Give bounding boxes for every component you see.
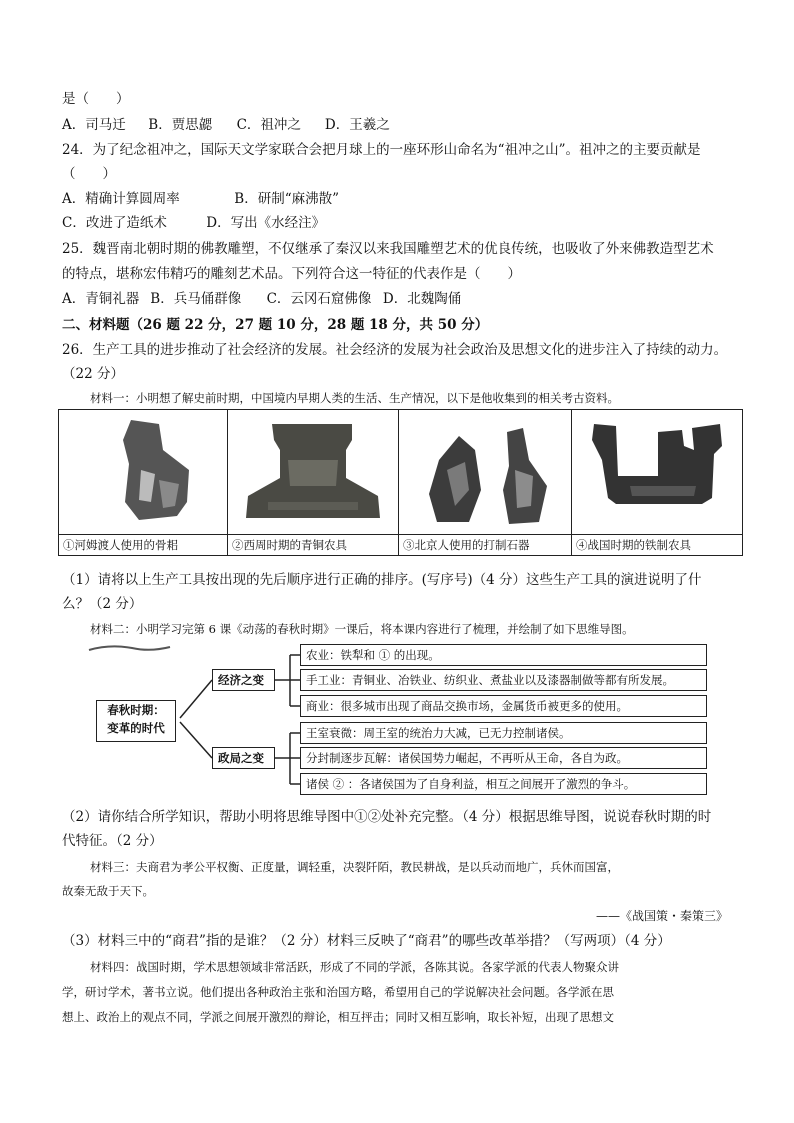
material-2: 材料二：小明学习完第 6 课《动荡的春秋时期》一课后，将本课内容进行了梳理，并绘制了如下思维导图。	[90, 622, 634, 636]
material-3-a: 材料三：夫商君为孝公平权衡、正度量，调轻重，决裂阡陌，教民耕战，是以兵动而地广，兵休而国富，	[90, 860, 619, 874]
q26-stem-a: 26．生产工具的进步推动了社会经济的发展。社会经济的发展为社会政治及思想文化的进步注入了持续的动力。	[62, 342, 728, 358]
option-c: C．祖冲之	[236, 117, 301, 133]
q25-stem-b: 的特点，堪称宏伟精巧的雕刻艺术品。下列符合这一特征的代表作是（ ）	[62, 266, 521, 282]
option-a: A．精确计算圆周率	[62, 191, 180, 207]
q24-stem: 24．为了纪念祖冲之，国际天文学家联合会把月球上的一座环形山命名为“祖冲之山”。祖冲之的主要贡献是	[62, 142, 701, 158]
material-3-source: ——《战国策・秦策三》	[595, 909, 728, 923]
option-d: D．王羲之	[324, 117, 390, 133]
material-1: 材料一：小明想了解史前时期，中国境内早期人类的生活、生产情况，以下是他收集到的相关考古资料。	[90, 391, 619, 405]
mindmap-root	[96, 700, 176, 742]
mindmap-root-line1: 春秋时期：	[107, 703, 165, 717]
mindmap-item-handicraft: 手工业：青铜业、冶铁业、纺织业、煮盐业以及漆器制做等都有所发展。	[300, 669, 707, 691]
mindmap-item-hegemony: 诸侯 ② ：各诸侯国为了自身利益，相互之间展开了激烈的争斗。	[300, 773, 707, 795]
option-a: A．青铜礼器	[62, 291, 140, 307]
q26-stem-b: （22 分）	[62, 366, 124, 382]
q26-3: （3）材料三中的“商君”指的是谁？（2 分）材料三反映了“商君”的哪些改革举措？（写两项）（4 分）	[62, 933, 671, 949]
mindmap-item-commerce: 商业：很多城市出现了商品交换市场，金属货币被更多的使用。	[300, 695, 707, 717]
caption-4: ④战国时期的铁制农具	[572, 534, 742, 555]
option-b: B．贾思勰	[148, 117, 213, 133]
option-a: A．司马迁	[62, 117, 126, 133]
q26-1-b: 么？（2 分）	[62, 596, 143, 612]
option-c: C．云冈石窟佛像	[266, 291, 372, 307]
caption-2: ②西周时期的青铜农具	[228, 534, 398, 555]
material-3-b: 故秦无敌于天下。	[62, 884, 154, 898]
option-b: B．研制“麻沸散”	[234, 191, 340, 207]
mindmap-politics-node: 政局之变	[212, 747, 275, 769]
mindmap-item-enfeoffment: 分封制逐步瓦解：诸侯国势力崛起，不再听从王命，各自为政。	[300, 747, 707, 769]
material-4-c: 想上、政治上的观点不同，学派之间展开激烈的辩论，相互抨击；同时又相互影响，取长补短，出现了思想文	[62, 1010, 614, 1024]
material-4-a: 材料四：战国时期，学术思想领域非常活跃，形成了不同的学派，各陈其说。各家学派的代表人物聚众讲	[90, 960, 619, 974]
option-b: B．兵马俑群像	[150, 291, 242, 307]
section-heading: 二、材料题（26 题 22 分，27 题 10 分，28 题 18 分，共 50 分）	[62, 317, 489, 333]
option-d: D．北魏陶俑	[382, 291, 462, 307]
mindmap-item-agriculture: 农业：铁犁和 ① 的出现。	[300, 644, 707, 666]
mindmap-item-royal-decline: 王室衰微：周王室的统治力大减，已无力控制诸侯。	[300, 722, 707, 744]
q25-stem-a: 25．魏晋南北朝时期的佛教雕塑，不仅继承了秦汉以来我国雕塑艺术的优良传统，也吸收了外来佛教造型艺术	[62, 241, 714, 257]
option-c: C．改进了造纸术	[62, 215, 167, 231]
q26-2-b: 代特征。（2 分）	[62, 833, 163, 849]
q26-1-a: （1）请将以上生产工具按出现的先后顺序进行正确的排序。(写序号)（4 分）这些生产工具的演进说明了什	[62, 572, 702, 588]
q26-2-a: （2）请你结合所学知识，帮助小明将思维导图中①②处补充完整。（4 分）根据思维导图，说说春秋时期的时	[62, 809, 712, 825]
caption-1: ①河姆渡人使用的骨耜	[59, 534, 227, 555]
option-d: D．写出《水经注》	[206, 215, 326, 231]
q23-stem-end: 是（ ）	[62, 91, 130, 107]
mindmap-economy-node: 经济之变	[212, 669, 275, 691]
material-4-b: 学，研讨学术，著书立说。他们提出各种政治主张和治国方略，希望用自己的学说解决社会问题。各学派在思	[62, 985, 614, 999]
q24-paren: （ ）	[62, 166, 116, 182]
mindmap-root-line2: 变革的时代	[107, 721, 165, 735]
caption-3: ③北京人使用的打制石器	[399, 534, 571, 555]
